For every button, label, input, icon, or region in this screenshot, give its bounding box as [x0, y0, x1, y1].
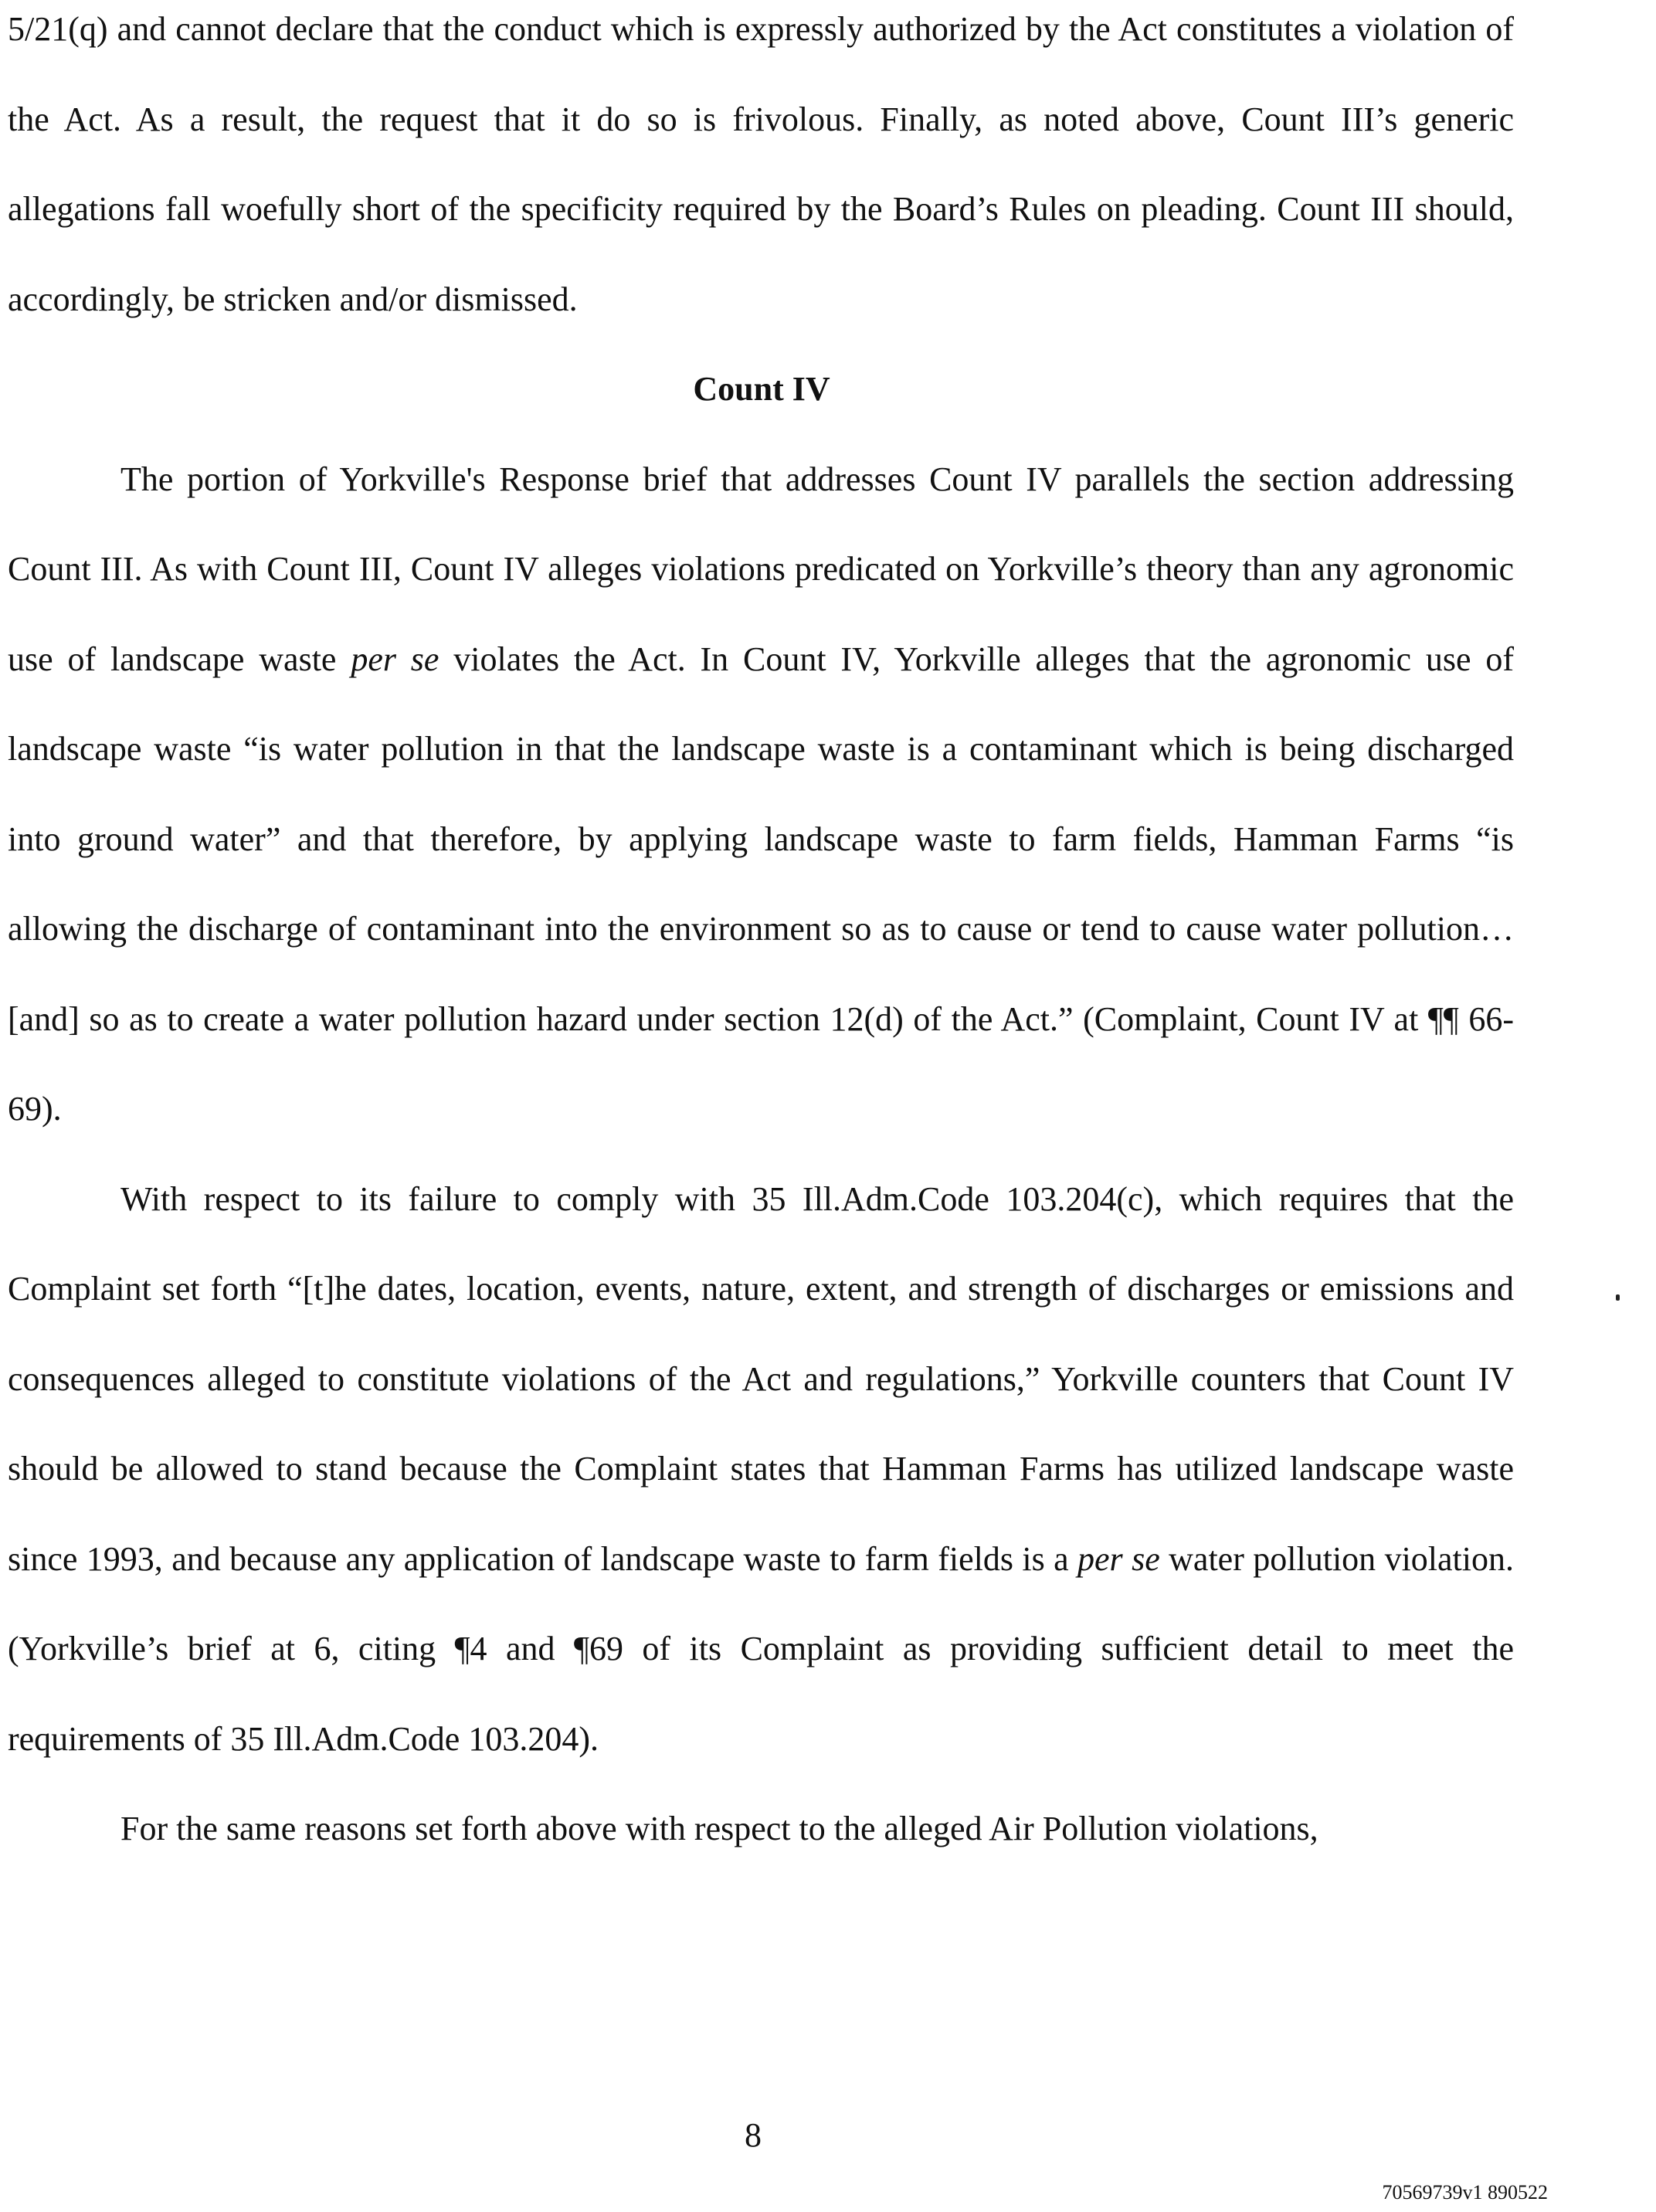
page-number: 8	[745, 2116, 762, 2154]
latin-phrase: per se	[1077, 1539, 1160, 1578]
section-heading: Count IV	[693, 370, 830, 408]
latin-phrase: per se	[351, 640, 439, 678]
paragraph-final: For the same reasons set forth above with respect to the alleged Air Pollution violations,	[120, 1810, 1318, 1847]
paragraph-compliance: With respect to its failure to comply with 35 Ill.Adm.Code 103.204(c), which requires that the Complaint set forth “[t]he dates, location, events, nature, extent, and strength of discharges or emissions and consequences alleged to constitute violations of the Act and regulations,” Yorkville counters that Count IV should be allowed to stand because the Complaint states that Hamman Farms has utilized landscape waste since 1993, and because any application of landscape waste to farm fields is a per se water pollution violation. (Yorkville’s brief at 6, citing ¶4 and ¶69 of its Complaint as providing sufficient detail to meet the requirements of 35 Ill.Adm.Code 103.204).	[8, 1179, 1514, 1758]
paragraph-count-iv: The portion of Yorkville's Response brief that addresses Count IV parallels the section addressing Count III. As with Count III, Count IV alleges violations predicated on Yorkville’s theory than any agronomic use of landscape waste per se violates the Act. In Count IV, Yorkville alleges that the agronomic use of landscape waste “is water pollution in that the landscape waste is a contaminant which is being discharged into ground water” and that therefore, by applying landscape waste to farm fields, Hamman Farms “is allowing the discharge of contaminant into the environment so as to cause or tend to cause water pollution…[and] so as to create a water pollution hazard under section 12(d) of the Act.” (Complaint, Count IV at ¶¶ 66-69).	[8, 460, 1515, 1128]
scan-speck	[1616, 1294, 1620, 1301]
document-body	[8, 0, 1514, 1874]
document-id: 70569739v1 890522	[1382, 2181, 1548, 2204]
paragraph-continuation: 5/21(q) and cannot declare that the conduct which is expressly authorized by the Act constitutes a violation of the Act. As a result, the request that it do so is frivolous. Finally, as noted above, Count III’s generic allegations fall woefully short of the specificity required by the Board’s Rules on pleading. Count III should, accordingly, be stricken and/or dismissed.	[8, 10, 1514, 318]
